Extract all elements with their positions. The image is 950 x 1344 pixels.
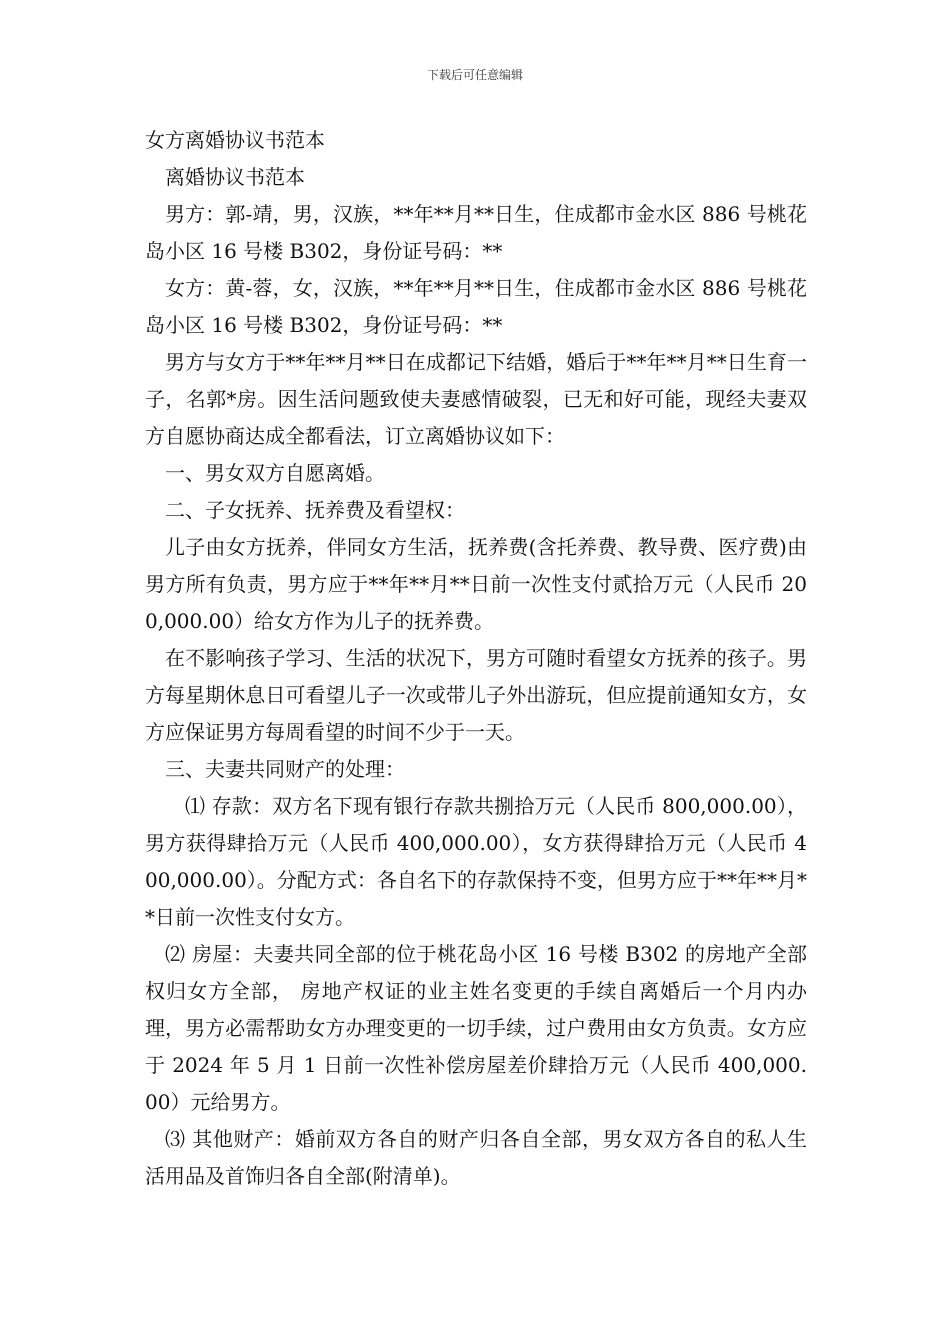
document-subtitle: 离婚协议书范本	[165, 165, 305, 189]
document-body	[145, 122, 807, 1195]
item-2-house: ⑵ 房屋：夫妻共同全部的位于桃花岛小区 16 号楼 B302 的房地产全部权归女方全部， 房地产权证的业主姓名变更的手续自离婚后一个月内办理，男方必需帮助女方办理变更的一切手续，过户费用由女方负责。女方应于 2024 年 5 月 1 日前一次性补偿房屋差价肆拾万元（人民币 400,000.00）元给男方。	[145, 942, 807, 1114]
clause-2-heading: 二、子女抚养、抚养费及看望权：	[165, 498, 465, 522]
item-3-other-property: ⑶ 其他财产：婚前双方各自的财产归各自全部，男女双方各自的私人生活用品及首饰归各自全部(附清单)。	[145, 1127, 807, 1188]
clause-1-divorce: 一、男女双方自愿离婚。	[165, 461, 385, 485]
document-title: 女方离婚协议书范本	[145, 128, 325, 152]
paragraph-female-party: 女方：黄-蓉，女，汉族，**年**月**日生，住成都市金水区 886 号桃花岛小区 16 号楼 B302，身份证号码：**	[145, 276, 807, 337]
clause-3-heading: 三、夫妻共同财产的处理：	[165, 757, 405, 781]
paragraph-visitation: 在不影响孩子学习、生活的状况下，男方可随时看望女方抚养的孩子。男方每星期休息日可看望儿子一次或带儿子外出游玩，但应提前通知女方，女方应保证男方每周看望的时间不少于一天。	[145, 646, 807, 744]
paragraph-child-custody: 儿子由女方抚养，伴同女方生活，抚养费(含托养费、教导费、医疗费)由男方所有负责，男方应于**年**月**日前一次性支付贰拾万元（人民币 200,000.00）给女方作为儿子的抚养费。	[145, 535, 807, 633]
page-header: 下载后可任意编辑	[426, 68, 523, 82]
item-1-savings: ⑴ 存款：双方名下现有银行存款共捌拾万元（人民币 800,000.00），男方获得肆拾万元（人民币 400,000.00），女方获得肆拾万元（人民币 400,000.00）。分配方式：各自名下的存款保持不变，但男方应于**年**月**日前一次性支付女方。	[145, 794, 807, 929]
paragraph-male-party: 男方：郭-靖，男，汉族，**年**月**日生，住成都市金水区 886 号桃花岛小区 16 号楼 B302，身份证号码：**	[145, 202, 807, 263]
paragraph-marriage-background: 男方与女方于**年**月**日在成都记下结婚，婚后于**年**月**日生育一子，名郭*房。因生活问题致使夫妻感情破裂，已无和好可能，现经夫妻双方自愿协商达成全都看法，订立离婚协议如下：	[145, 350, 807, 448]
